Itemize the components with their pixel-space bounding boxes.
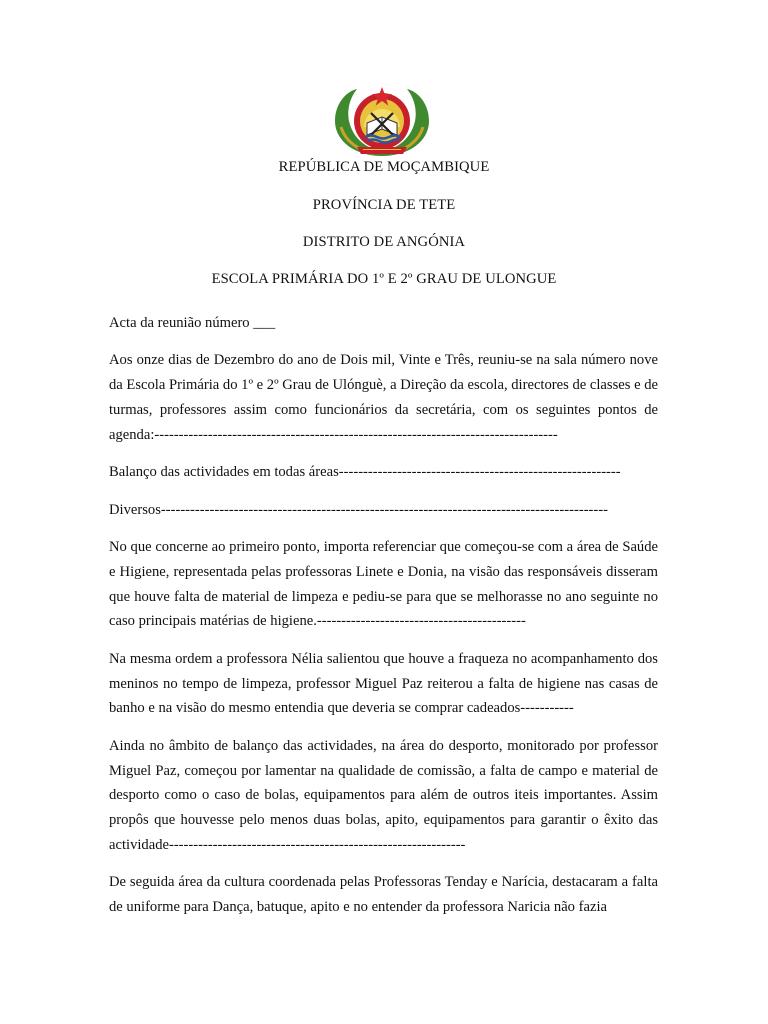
paragraph-sports: Ainda no âmbito de balanço das actividades, na área do desporto, monitorado por professor Miguel Paz, começou por lamentar na qualidade de comissão, a falta de campo e material de desporto como o caso de bolas, equipamentos para além de outros iteis importantes. Assim propôs que houvesse pelo menos duas bolas, apito, equipamentos para garantir o êxito das actividade------------------------------------------------------------- [109,737,658,853]
header-republic: REPÚBLICA DE MOÇAMBIQUE [278,159,490,175]
paragraph-cleaning: Na mesma ordem a professora Nélia salientou que houve a fraqueza no acompanhamento dos meninos no tempo de limpeza, professor Miguel Paz reiterou a falta de higiene nas casas de banho e na visão do mesmo entendia que deveria se comprar cadeados----------- [109,650,658,717]
mozambique-coat-of-arms-icon [327,83,437,159]
document-body [109,311,658,932]
minutes-number-line: Acta da reunião número ___ [109,315,276,331]
header-district: DISTRITO DE ANGÓNIA [302,234,466,250]
paragraph-culture: De seguida área da cultura coordenada pelas Professoras Tenday e Narícia, destacaram a falta de uniforme para Dança, batuque, apito e no entender da professora Naricia não fazia [109,874,658,916]
agenda-item-1: Balanço das actividades em todas áreas---------------------------------------------------------- [109,464,621,481]
paragraph-health-hygiene: No que concerne ao primeiro ponto, importa referenciar que começou-se com a área de Saúde e Higiene, representada pelas professoras Linete e Donia, na visão das responsáveis disseram que houve falta de material de limpeza e pediu-se para que se melhorasse no ano seguinte no caso principais matérias de higiene.------------------------------------------- [109,538,658,630]
agenda-item-2: Diversos-------------------------------------------------------------------------------------------- [109,501,608,518]
paragraph-opening: Aos onze dias de Dezembro do ano de Dois mil, Vinte e Três, reuniu-se na sala número nove da Escola Primária do 1º e 2º Grau de Ulónguè, a Direção da escola, directores de classes e de turmas, professores assim como funcionários da secretária, com os seguintes pontos de agenda:----------------------------------------------------------------------------------- [109,352,658,443]
header-school: ESCOLA PRIMÁRIA DO 1º E 2º GRAU DE ULONGUE [211,271,557,287]
header-province: PROVÍNCIA DE TETE [312,197,456,213]
